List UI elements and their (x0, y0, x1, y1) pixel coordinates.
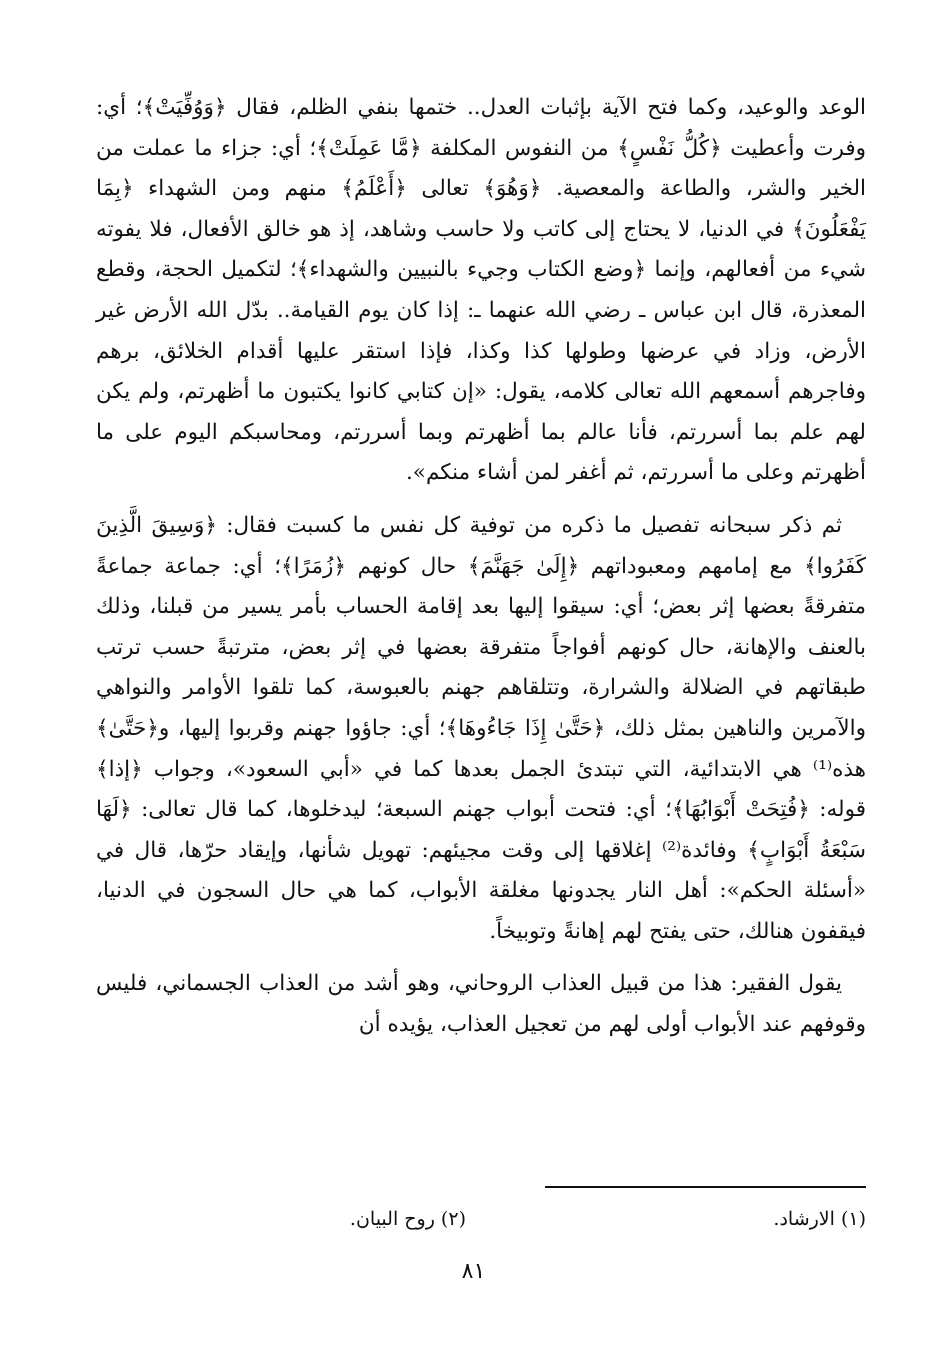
footnote-2: (٢) روح البيان. (349, 1208, 466, 1230)
footnote-1: (١) الارشاد. (773, 1208, 866, 1230)
paragraph-2: ثم ذكر سبحانه تفصيل ما ذكره من توفية كل نفس ما كسبت فقال: ﴿وَسِيقَ الَّذِينَ كَفَرُوا﴾ مع إمامهم ومعبوداتهم ﴿إِلَىٰ جَهَنَّمَ﴾ حال كونهم ﴿زُمَرًا﴾؛ أي: جماعة جماعةً متفرقةً بعضها إثر بعض؛ أي: سيقوا إليها بعد إقامة الحساب بأمر يسير من قبلنا، وذلك بالعنف والإهانة، حال كونهم أفواجاً متفرقة بعضها في إثر بعض، مترتبةً حسب ترتب طبقاتهم في الضلالة والشرارة، وتتلقاهم جهنم بالعبوسة، كما تلقوا الأوامر والنواهي والآمرين والناهين بمثل ذلك، ﴿حَتَّىٰ إِذَا جَاءُوهَا﴾؛ أي: جاؤوا جهنم وقربوا إليها، و﴿حَتَّىٰ﴾ هذه⁽¹⁾ هي الابتدائية، التي تبتدئ الجمل بعدها كما في «أبي السعود»، وجواب ﴿إذا﴾ قوله: ﴿فُتِحَتْ أَبْوَابُهَا﴾؛ أي: فتحت أبواب جهنم السبعة؛ ليدخلوها، كما قال تعالى: ﴿لَهَا سَبْعَةُ أَبْوَابٍ﴾ وفائدة⁽²⁾ إغلاقها إلى وقت مجيئهم: تهويل شأنها، وإيقاد حرّها، قال في «أسئلة الحكم»: أهل النار يجدونها مغلقة الأبواب، كما هي حال السجون في الدنيا، فيقفون هنالك، حتى يفتح لهم إهانةً وتوبيخاً. (96, 512, 866, 944)
paragraph-3: يقول الفقير: هذا من قبيل العذاب الروحاني، وهو أشد من العذاب الجسماني، فليس وقوفهم عند الأبواب أولى لهم من تعجيل العذاب، يؤيده أن (96, 971, 866, 1038)
page-number: ٨١ (461, 1259, 486, 1284)
paragraph-1: الوعد والوعيد، وكما فتح الآية بإثبات العدل.. ختمها بنفي الظلم، فقال ﴿وَوُفِّيَتْ﴾؛ أي: وفرت وأعطيت ﴿كُلُّ نَفْسٍ﴾ من النفوس المكلفة ﴿مَّا عَمِلَتْ﴾؛ أي: جزاء ما عملت من الخير والشر، والطاعة والمعصية. ﴿وَهُوَ﴾ تعالى ﴿أَعْلَمُ﴾ منهم ومن الشهداء ﴿بِمَا يَفْعَلُونَ﴾ في الدنيا، لا يحتاج إلى كاتب ولا حاسب وشاهد، إذ هو خالق الأفعال، فلا يفوته شيء من أفعالهم، وإنما ﴿وضع الكتاب وجيء بالنبيين والشهداء﴾؛ لتكميل الحجة، وقطع المعذرة، قال ابن عباس ـ رضي الله عنهما ـ: إذا كان يوم القيامة.. بدّل الله الأرض غير الأرض، وزاد في عرضها وطولها كذا وكذا، فإذا استقر عليها أقدام الخلائق، برهم وفاجرهم أسمعهم الله تعالى كلامه، يقول: «إن كتابي كانوا يكتبون ما أظهرتم، ولم يكن لهم علم بما أسررتم، فأنا عالم بما أظهرتم وبما أسررتم، ومحاسبكم اليوم على ما أظهرتم وعلى ما أسررتم، ثم أغفر لمن أشاء منكم». (96, 95, 866, 486)
footnotes (96, 1208, 866, 1238)
main-text (96, 88, 866, 1046)
footnote-separator (545, 1186, 866, 1188)
